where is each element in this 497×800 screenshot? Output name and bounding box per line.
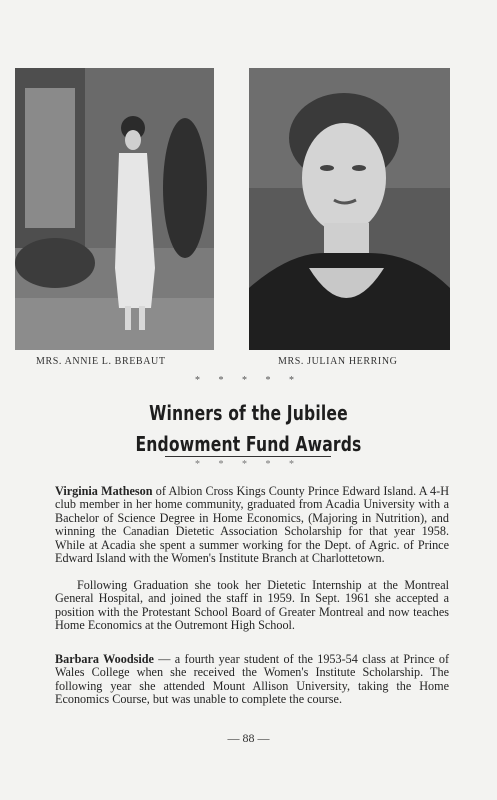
page-number: — 88 — bbox=[227, 731, 270, 745]
title-underline bbox=[165, 456, 331, 457]
paragraph-graduation bbox=[55, 579, 449, 633]
paragraph-virginia-matheson bbox=[55, 485, 449, 565]
article-title-line-2: Endowment Fund Awards bbox=[135, 432, 362, 456]
divider-stars-bottom: * * * * * bbox=[195, 459, 302, 470]
article-title-line-1: Winners of the Jubilee bbox=[149, 401, 348, 425]
divider-stars-top: * * * * * bbox=[195, 375, 302, 386]
photo-julian-herring-image bbox=[249, 68, 450, 350]
paragraph-2-text: Following Graduation she took her Dietetic Internship at the Montreal General Hospital, and joined the staff in 1959. In Sept. 1961 she accepted a position with the Protestant School Board of Greater Montreal and now teaches Home Economics at the Outremont High School. bbox=[55, 578, 449, 633]
paragraph-3-lead-name: Barbara Woodside bbox=[55, 652, 154, 666]
photo-annie-brebaut-image bbox=[15, 68, 214, 350]
photo-annie-brebaut bbox=[15, 68, 214, 350]
paragraph-barbara-woodside bbox=[55, 653, 449, 707]
paragraph-3-text: — a fourth year student of the 1953-54 class at Prince of Wales College when she received the Women's Institute Scholarship. The following year she attended Mount Allison University, taking the Home Economics Course, but was unable to complete the course. bbox=[55, 652, 449, 707]
photo-caption-left: MRS. ANNIE L. BREBAUT bbox=[36, 356, 166, 367]
paragraph-1-lead-name: Virginia Matheson bbox=[55, 484, 153, 498]
paragraph-1-text: of Albion Cross Kings County Prince Edward Island. A 4-H club member in her home community, graduated from Acadia University with a Bachelor of Science Degree in Home Economics, (Majoring in Nutrition), and winning the Canadian Dietetic Association Scholarship for that year 1958. While at Acadia she spent a summer working for the Dept. of Agric. of Prince Edward Island with the Women's Institute Branch at Charlottetown. bbox=[55, 484, 449, 566]
photo-caption-right: MRS. JULIAN HERRING bbox=[278, 356, 398, 367]
photo-julian-herring bbox=[249, 68, 450, 350]
